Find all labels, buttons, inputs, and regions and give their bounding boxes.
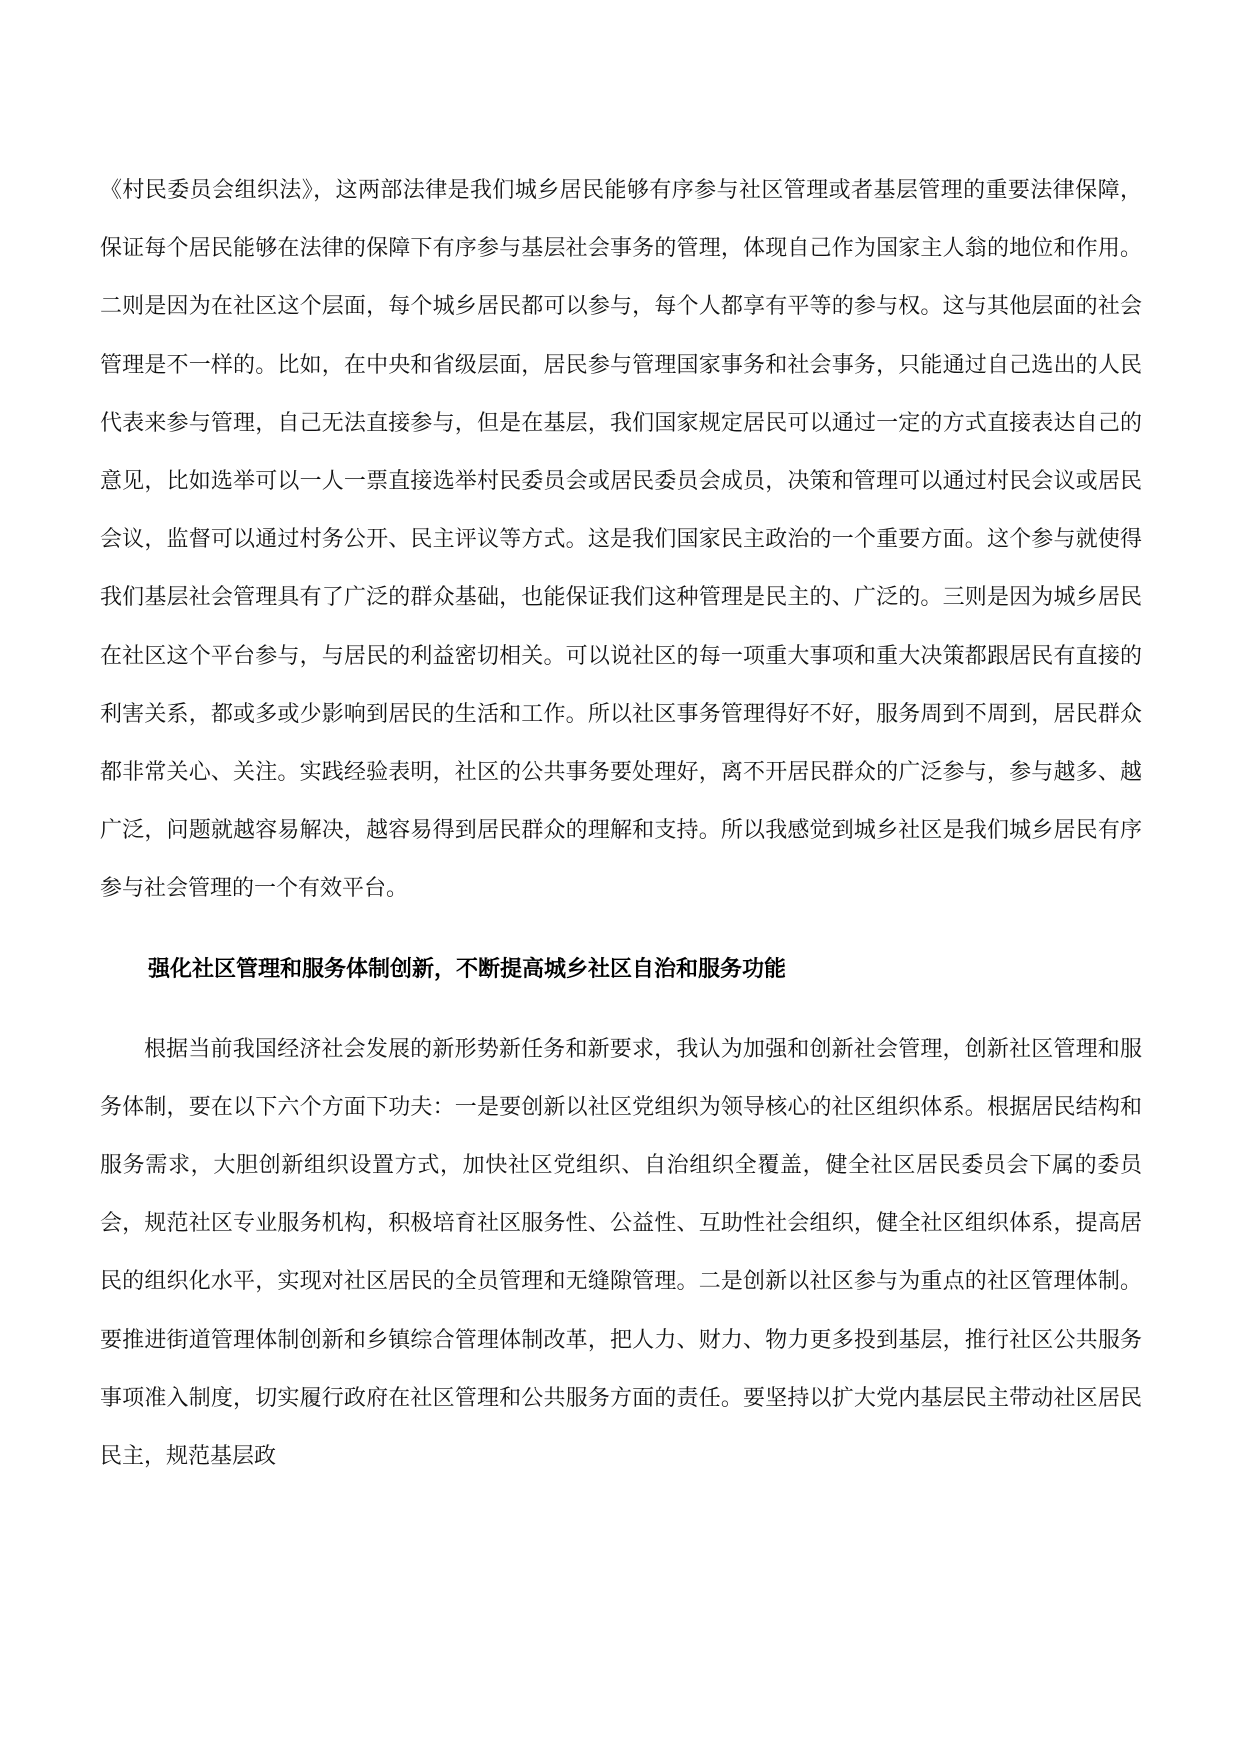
section-heading: 强化社区管理和服务体制创新，不断提高城乡社区自治和服务功能: [148, 956, 787, 982]
body-paragraph-1: 《村民委员会组织法》，这两部法律是我们城乡居民能够有序参与社区管理或者基层管理的重要法律保障，保证每个居民能够在法律的保障下有序参与基层社会事务的管理，体现自己作为国家主人翁的地位和作用。二则是因为在社区这个层面，每个城乡居民都可以参与，每个人都享有平等的参与权。这与其他层面的社会管理是不一样的。比如，在中央和省级层面，居民参与管理国家事务和社会事务，只能通过自己选出的人民代表来参与管理，自己无法直接参与，但是在基层，我们国家规定居民可以通过一定的方式直接表达自己的意见，比如选举可以一人一票直接选举村民委员会或居民委员会成员，决策和管理可以通过村民会议或居民会议，监督可以通过村务公开、民主评议等方式。这是我们国家民主政治的一个重要方面。这个参与就使得我们基层社会管理具有了广泛的群众基础，也能保证我们这种管理是民主的、广泛的。三则是因为城乡居民在社区这个平台参与，与居民的利益密切相关。可以说社区的每一项重大事项和重大决策都跟居民有直接的利害关系，都或多或少影响到居民的生活和工作。所以社区事务管理得好不好，服务周到不周到，居民群众都非常关心、关注。实践经验表明，社区的公共事务要处理好，离不开居民群众的广泛参与，参与越多、越广泛，问题就越容易解决，越容易得到居民群众的理解和支持。所以我感觉到城乡社区是我们城乡居民有序参与社会管理的一个有效平台。: [100, 178, 1142, 902]
document-page: [100, 162, 1142, 1486]
body-paragraph-2: 根据当前我国经济社会发展的新形势新任务和新要求，我认为加强和创新社会管理，创新社区管理和服务体制，要在以下六个方面下功夫：一是要创新以社区党组织为领导核心的社区组织体系。根据居民结构和服务需求，大胆创新组织设置方式，加快社区党组织、自治组织全覆盖，健全社区居民委员会下属的委员会，规范社区专业服务机构，积极培育社区服务性、公益性、互助性社会组织，健全社区组织体系，提高居民的组织化水平，实现对社区居民的全员管理和无缝隙管理。二是创新以社区参与为重点的社区管理体制。要推进街道管理体制创新和乡镇综合管理体制改革，把人力、财力、物力更多投到基层，推行社区公共服务事项准入制度，切实履行政府在社区管理和公共服务方面的责任。要坚持以扩大党内基层民主带动社区居民民主，规范基层政: [100, 1036, 1142, 1470]
